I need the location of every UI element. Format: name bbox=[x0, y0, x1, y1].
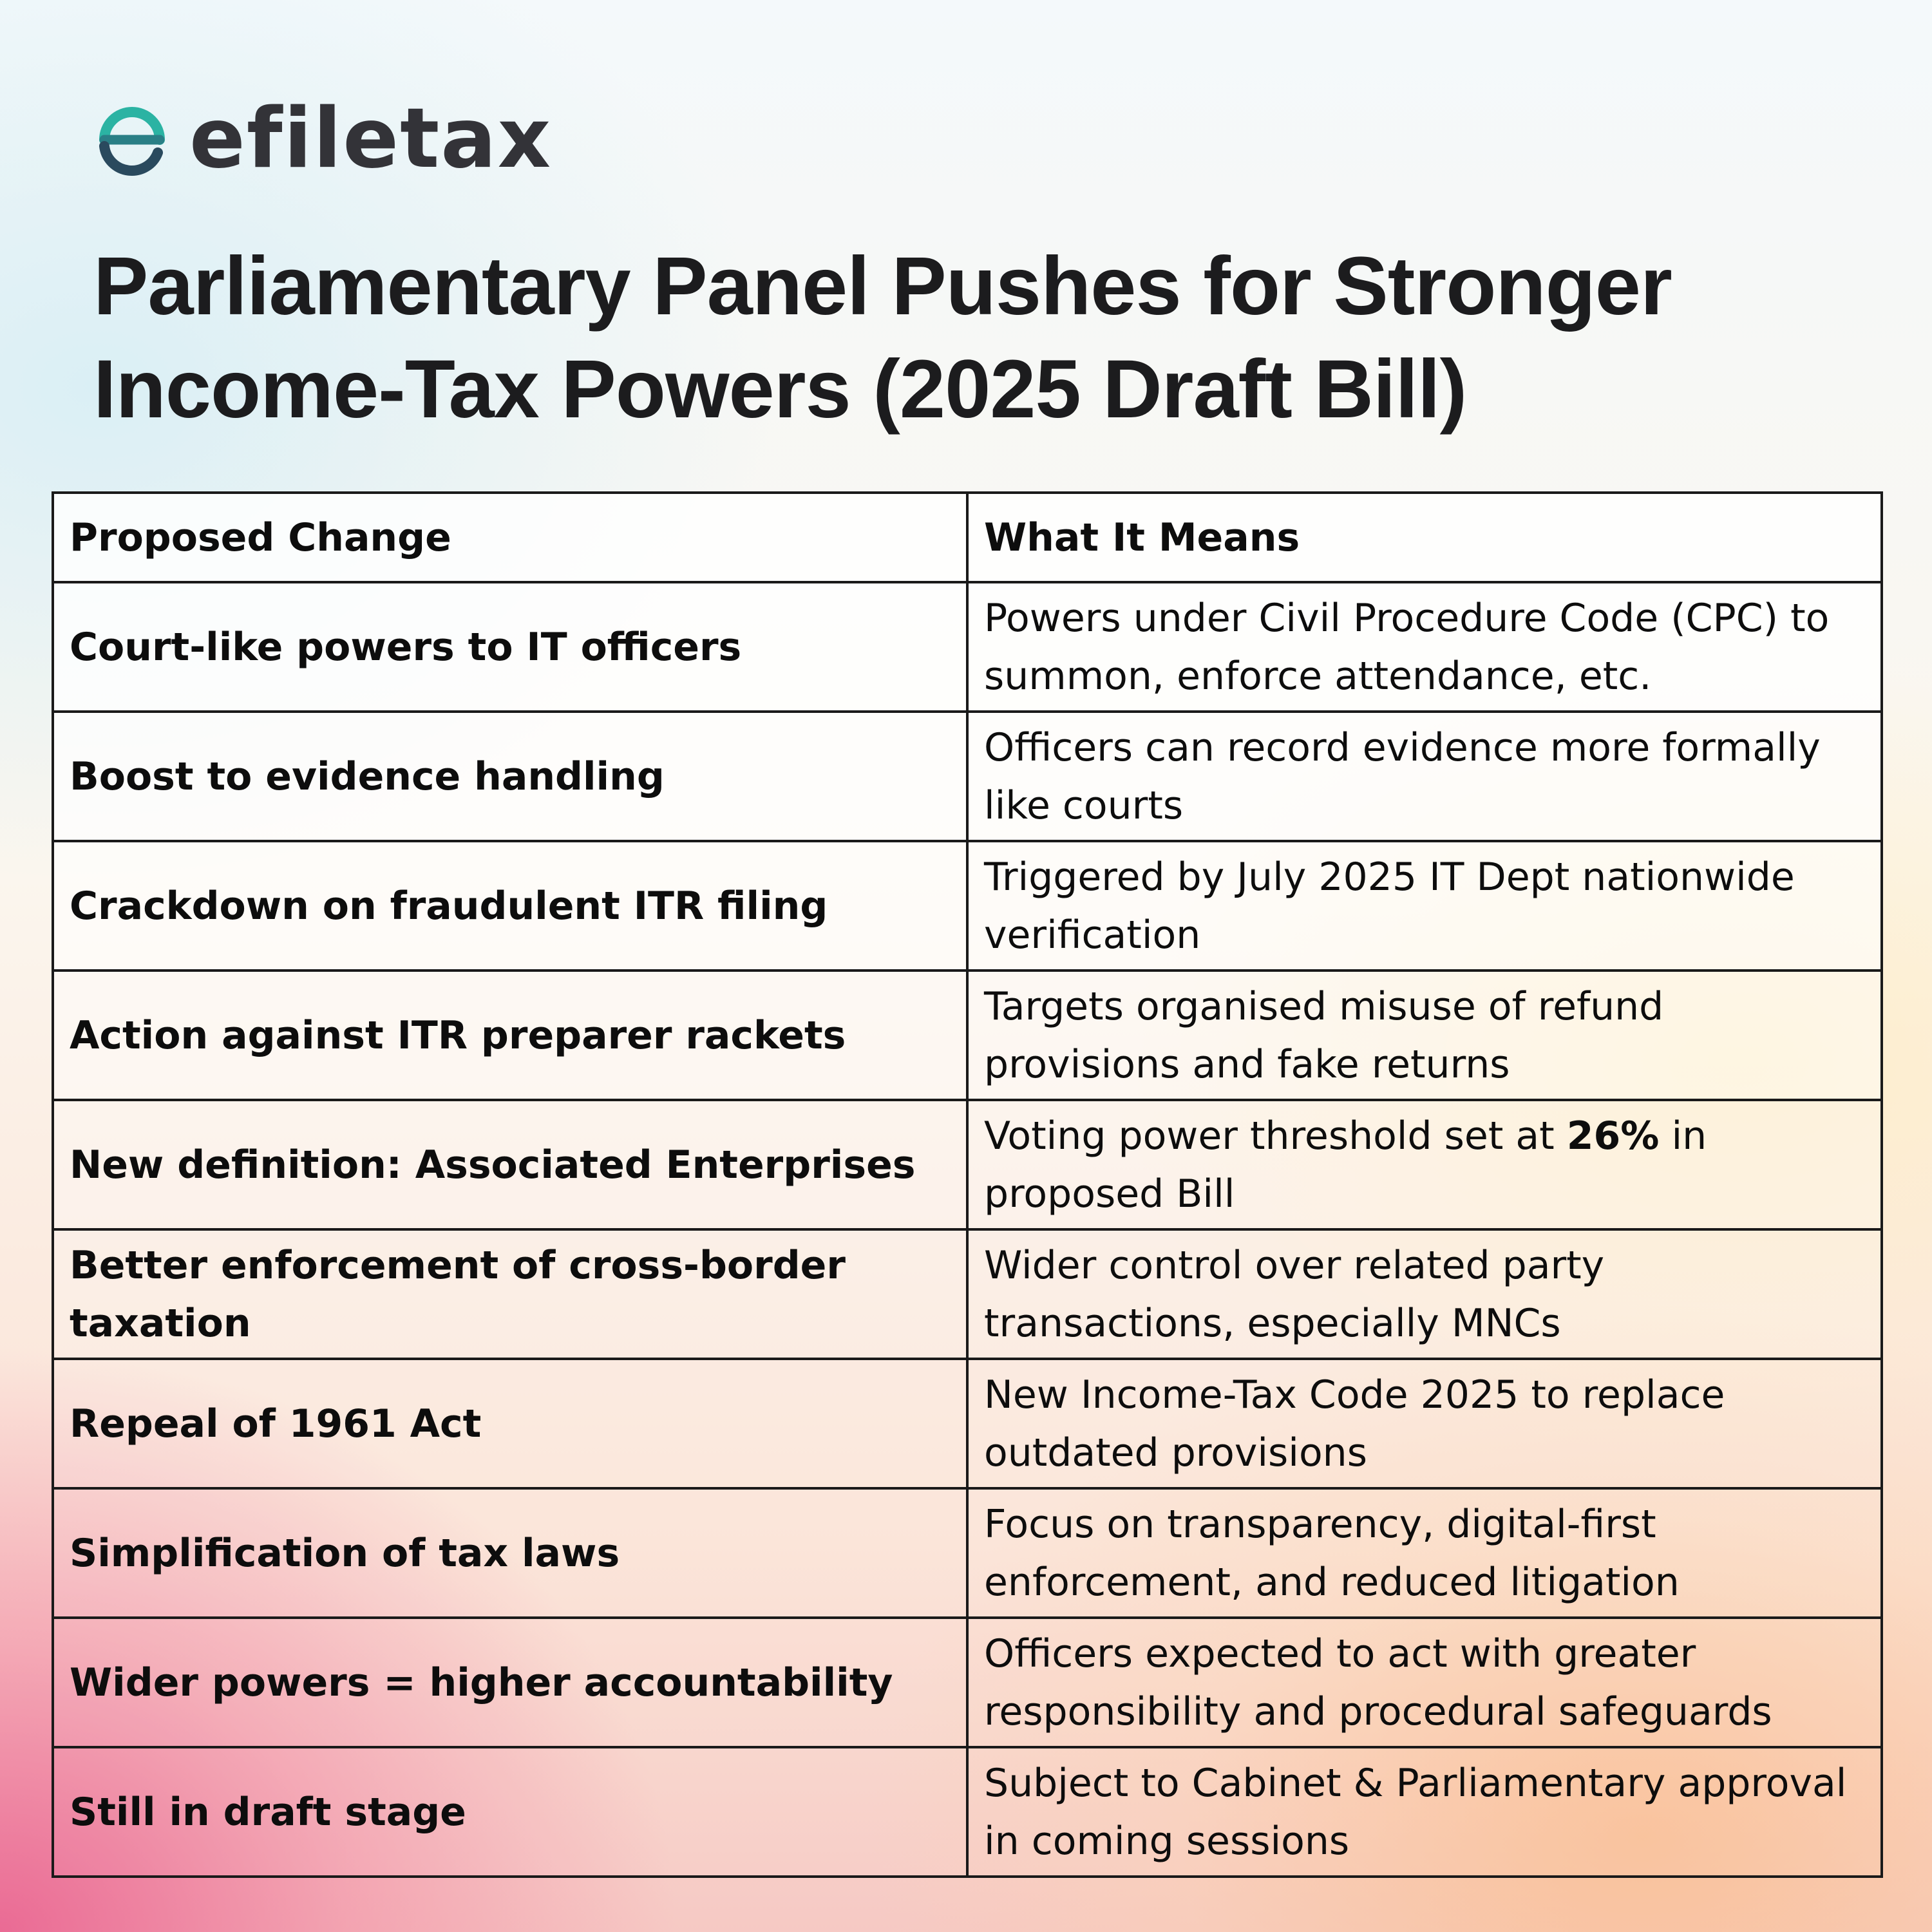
proposed-change-cell: Crackdown on fraudulent ITR filing bbox=[53, 841, 967, 971]
what-it-means-cell: Wider control over related party transactions, especially MNCs bbox=[967, 1229, 1882, 1359]
brand-logo bbox=[97, 91, 553, 187]
voting-threshold-value: 26% bbox=[1566, 1113, 1660, 1159]
column-header-proposed-change: Proposed Change bbox=[53, 493, 967, 582]
proposed-change-cell: Still in draft stage bbox=[53, 1747, 967, 1877]
page-title-line-1: Parliamentary Panel Pushes for Stronger bbox=[93, 240, 1672, 332]
proposed-change-cell: Action against ITR preparer rackets bbox=[53, 971, 967, 1100]
brand-wordmark: efiletax bbox=[189, 91, 553, 187]
column-header-what-it-means: What It Means bbox=[967, 493, 1882, 582]
efiletax-e-logo-icon bbox=[97, 106, 167, 177]
table-row bbox=[53, 582, 1882, 712]
what-it-means-cell bbox=[967, 1100, 1882, 1229]
page-title bbox=[93, 235, 1832, 441]
table-row bbox=[53, 971, 1882, 1100]
what-it-means-cell: Focus on transparency, digital-first enforcement, and reduced litigation bbox=[967, 1488, 1882, 1618]
proposed-change-cell: Repeal of 1961 Act bbox=[53, 1359, 967, 1488]
table-row bbox=[53, 841, 1882, 971]
changes-table bbox=[52, 491, 1883, 1878]
proposed-change-cell: Simplification of tax laws bbox=[53, 1488, 967, 1618]
proposed-change-cell: Court-like powers to IT officers bbox=[53, 582, 967, 712]
proposed-change-cell: New definition: Associated Enterprises bbox=[53, 1100, 967, 1229]
what-it-means-cell: Targets organised misuse of refund provisions and fake returns bbox=[967, 971, 1882, 1100]
what-it-means-cell: Powers under Civil Procedure Code (CPC) to summon, enforce attendance, etc. bbox=[967, 582, 1882, 712]
what-it-means-cell: Subject to Cabinet & Parliamentary approval in coming sessions bbox=[967, 1747, 1882, 1877]
what-it-means-cell: New Income-Tax Code 2025 to replace outdated provisions bbox=[967, 1359, 1882, 1488]
what-it-means-cell: Triggered by July 2025 IT Dept nationwide verification bbox=[967, 841, 1882, 971]
table-row bbox=[53, 712, 1882, 841]
proposed-change-cell: Wider powers = higher accountability bbox=[53, 1618, 967, 1747]
table-row bbox=[53, 1747, 1882, 1877]
table-row bbox=[53, 1488, 1882, 1618]
changes-table-container bbox=[52, 491, 1880, 1878]
table-row bbox=[53, 1100, 1882, 1229]
table-row bbox=[53, 1618, 1882, 1747]
table-row bbox=[53, 1229, 1882, 1359]
proposed-change-cell: Boost to evidence handling bbox=[53, 712, 967, 841]
table-header-row bbox=[53, 493, 1882, 582]
meaning-text-before: Voting power threshold set at bbox=[984, 1113, 1567, 1159]
page-title-line-2: Income-Tax Powers (2025 Draft Bill) bbox=[93, 343, 1467, 435]
table-row bbox=[53, 1359, 1882, 1488]
what-it-means-cell: Officers can record evidence more formally like courts bbox=[967, 712, 1882, 841]
what-it-means-cell: Officers expected to act with greater responsibility and procedural safeguards bbox=[967, 1618, 1882, 1747]
meaning-text-after: in proposed Bill bbox=[984, 1113, 1707, 1217]
proposed-change-cell: Better enforcement of cross-border taxation bbox=[53, 1229, 967, 1359]
